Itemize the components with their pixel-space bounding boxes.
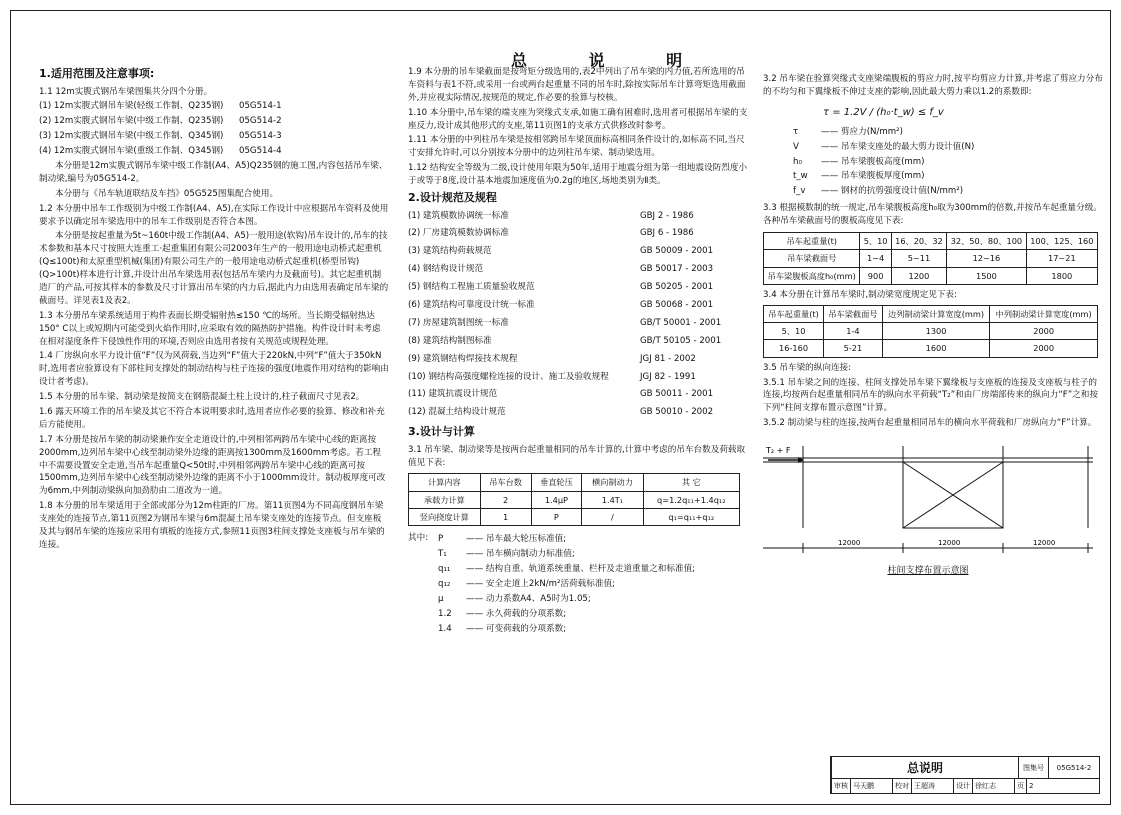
list-item: (5) 钢结构工程施工质量验收规范 GB 50205 - 2001 [408, 282, 714, 293]
table-row: 吊车起重量(t) 5、10 16、20、32 32、50、80、100 100、125、160 [764, 233, 1098, 250]
list-item: (11) 建筑抗震设计规范 GB 50011 - 2001 [408, 389, 714, 400]
page-label: 页 [1015, 779, 1027, 794]
para-3-2: 3.2 吊车梁在验算突缘式支座梁端腹板的剪应力时,按平均剪应力计算,并考虑了剪应力分布的不均匀和下翼缘板不伸过支座的影响,因此最大剪力乘以1.2的系数即: [763, 74, 1103, 97]
standards-list [408, 210, 748, 420]
para-1-8: 1.8 本分册的吊车梁适用于全部或部分为12m柱距的厂房。第11页图4为不同高度钢吊车梁支座处的连接节点,第11页图2为钢吊车梁与6m混凝土吊车梁支座处的连接节点。但支座板及其与钢吊车梁的连接应采用有填板的连接方式,参照11页图3柱间支撑处支座板与吊车梁的连接。 [39, 501, 385, 550]
list-item: (3) 建筑结构荷载规范 GB 50009 - 2001 [408, 246, 714, 257]
bracing-diagram [763, 438, 1093, 577]
list-item: V —— 吊车梁支座处的最大剪力设计值(N) [793, 141, 975, 152]
list-item: (2) 厂房建筑模数协调标准 GBJ 6 - 1986 [408, 228, 694, 239]
para-3-5: 3.5 吊车梁的纵向连接: [763, 362, 852, 373]
column-2 [408, 66, 748, 638]
para: 本分册与《吊车轨道联结及车挡》05G525图集配合使用。 [55, 188, 279, 199]
table-row: 竖向挠度计算 1 P / q₁=q₁₁+q₁₂ [409, 509, 740, 526]
list-item: f_v —— 钢材的抗剪强度设计值(N/mm²) [793, 186, 964, 197]
dimension-label: 12000 [838, 539, 861, 548]
atlas-number: 05G514-2 [1056, 764, 1092, 772]
para-3-3: 3.3 根据模数制的统一规定,吊车梁腹板高度h₀取为300mm的倍数,并按吊车起重量分级。各种吊车梁截面号的腹板高度见下表: [763, 203, 1102, 227]
para-3-1: 3.1 吊车梁、制动梁等是按两台起重量相同的吊车计算的,计算中考虑的吊车台数及荷载取值见下表: [408, 444, 746, 468]
para-1-11: 1.11 本分册的中列柱吊车梁是按相邻跨吊车梁顶面标高相同条件设计的,如标高不同,当尺寸安排允许时,可以分别按本分册中的边列柱吊车梁、制动梁选用。 [408, 135, 745, 159]
list-item: q₁₁ —— 结构自重、轨道系统重量、栏杆及走道重量之和标准值; [438, 564, 696, 575]
list-item: μ —— 动力系数A4、A5时为1.05; [438, 593, 591, 604]
formula-defs [763, 126, 1103, 198]
page-number: 2 [1029, 782, 1034, 790]
section-2-heading: 2.设计规范及规程 [408, 191, 497, 205]
drawing-sheet [10, 10, 1111, 805]
para-1-10: 1.10 本分册中,吊车梁的端支座为突缘式支承,如施工确有困难时,选用者可根据吊车梁的支座反力,设计成其他形式的支座,第11页图1的支承方式供修改时参考。 [408, 107, 748, 131]
list-item: (12) 混凝土结构设计规范 GB 50010 - 2002 [408, 407, 714, 418]
brake-width-table: 吊车起重量(t) 吊车梁截面号 边列制动梁计算宽度(mm) 中列制动梁计算宽度(mm) 5、10 1-4 1300 2000 16-160 5-21 1600 2000 [763, 305, 1098, 358]
list-item: 1.4 —— 可变荷载的分项系数; [438, 623, 567, 634]
para-1-12: 1.12 结构安全等级为二级,设计使用年限为50年,适用于地震分组为第一组地震设防烈度小于或等于8度,设计基本地震加速度值为0.2g的地区,场地类别为Ⅱ类。 [408, 163, 748, 187]
page-title: 总 说 明 [511, 51, 711, 70]
list-item: (2) 12m实腹式钢吊车梁(中级工作制、Q235钢) 05G514-2 [39, 116, 282, 127]
list-item: (1) 建筑模数协调统一标准 GBJ 2 - 1986 [408, 210, 694, 221]
title-block: 总说明 图集号 05G514-2 审核 马天鹏 校对 王超涛 设计 徐红志 页 2 [830, 756, 1100, 794]
para-1-2: 1.2 本分册中吊车工作级别为中级工作制(A4、A5),在实际工作设计中应根据吊车资料及使用要求予以确定吊车梁选用中的吊车工作级别是否符合本图。 [39, 203, 389, 227]
dimension-label: 12000 [1033, 539, 1056, 548]
list-item: t_w —— 吊车梁腹板厚度(mm) [793, 171, 925, 182]
para: 本分册是按起重量为5t~160t中级工作制(A4、A5)一般用途(软钩)吊车设计的,吊车的技术参数和基本尺寸按照大连重工·起重集团有限公司2003年生产的一般用途电动桥式起重机(Q≤100t)和太原重型机械(集团)有限公司生产的一般用途电动桥式起重机(桥型吊钩)(Q>100t)样本进行计算,并设计出吊车梁选用表(包括吊车梁内力及截面号)。其它起重机制造厂的产品,可按其样本的参数及尺寸计算出吊车梁的内力后,据此内力由选用表确定吊车梁的截面号。详见表1及表2。 [39, 231, 389, 306]
bracing-diagram-svg [763, 438, 1093, 558]
para-3-5-1: 3.5.1 吊车梁之间的连接、柱间支撑处吊车梁下翼缘板与支座板的连接及支座板与柱子的连接,均按两台起重量相同吊车的纵向水平荷载“T₂”和由厂房端部传来的纵向力“F”之和按下列“柱间支撑布置示意图”计算。 [763, 377, 1098, 414]
para-1-4: 1.4 厂房纵向水平力设计值“F”仅为风荷载,当边列“F”值大于220kN,中列“F”值大于350kN时,选用者应验算设有下部柱间支撑处的制动结构与柱子连接的强度(地震作用对结构的影响由设计者考虑)。 [39, 351, 389, 388]
diagram-caption: 柱间支撑布置示意图 [887, 566, 969, 577]
load-table: 计算内容 吊车台数 垂直轮压 横向制动力 其 它 承载力计算 2 1.4μP 1.4T₁ q=1.2q₁₁+1.4q₁₂ 竖向挠度计算 1 P / q₁=q₁₁+q₁₂ [408, 473, 740, 526]
para-1-9: 1.9 本分册的吊车梁截面是按弯矩分级选用的,表2中列出了吊车梁的内力值,若所选用的吊车资料与表1不符,或采用一台或两台起重量不同的吊车时,除按实际吊车计算弯矩选用截面外,并应视实际情况,按规范的规定,作必要的验算与校核。 [408, 67, 746, 103]
list-item: q₁₂ —— 安全走道上2kN/m²活荷载标准值; [438, 578, 615, 589]
list-item: (9) 建筑钢结构焊接技术规程 JGJ 81 - 2002 [408, 353, 696, 364]
where-label: 其中: [408, 533, 429, 544]
list-item: h₀ —— 吊车梁腹板高度(mm) [793, 156, 925, 167]
list-item: (4) 12m实腹式钢吊车梁(重级工作制、Q345钢) 05G514-4 [39, 146, 282, 157]
book-list [39, 100, 389, 158]
atlas-label: 图集号 [1019, 757, 1049, 778]
para-3-4: 3.4 本分册在计算吊车梁时,制动梁宽度规定见下表: [763, 289, 957, 300]
list-item: T₁ —— 吊车横向制动力标准值; [438, 549, 575, 560]
load-label: T₂ + F [766, 446, 791, 456]
section-1-heading: 1.适用范围及注意事项: [39, 67, 155, 80]
symbol-list [408, 533, 748, 635]
para-1-3: 1.3 本分册吊车梁系统适用于构件表面长期受辐射热≤150 ℃的场所。当长期受辐射热达150° C以上或短期内可能受到火焰作用时,应采取有效的隔热防护措施。构件设计时未考虑在相对湿度条件下侵蚀性作用的环境,否则应由选用者按有关规范或规程处理。 [39, 310, 381, 347]
para-1-5: 1.5 本分册的吊车梁、制动梁是按简支在钢筋混凝土柱上设计的,柱子截面尺寸见表2。 [39, 392, 365, 403]
list-item: 1.2 —— 永久荷载的分项系数; [438, 608, 567, 619]
table-row: 5、10 1-4 1300 2000 [764, 323, 1098, 340]
list-item: (8) 建筑结构制图标准 GB/T 50105 - 2001 [408, 335, 722, 346]
table-row: 承载力计算 2 1.4μP 1.4T₁ q=1.2q₁₁+1.4q₁₂ [409, 491, 740, 508]
table-row: 16-160 5-21 1600 2000 [764, 340, 1098, 357]
table-row: 吊车梁截面号 1~4 5~11 12~16 17~21 [764, 250, 1098, 267]
list-item: (10) 钢结构高强度螺栓连接的设计、施工及验收规程 JGJ 82 - 1991 [408, 371, 696, 382]
shear-formula: τ = 1.2V / (h₀·t_w) ≤ f_v [823, 106, 944, 118]
list-item: P —— 吊车最大轮压标准值; [438, 534, 567, 545]
list-item: (6) 建筑结构可靠度设计统一标准 GB 50068 - 2001 [408, 299, 714, 310]
section-3-heading: 3.设计与计算 [408, 425, 475, 439]
para-3-5-2: 3.5.2 制动梁与柱的连接,按两台起重量相同吊车的横向水平荷载和厂房纵向力“F”计算。 [763, 418, 1097, 429]
dimension-label: 12000 [938, 539, 961, 548]
list-item: (1) 12m实腹式钢吊车梁(轻级工作制、Q235钢) 05G514-1 [39, 101, 282, 112]
para: 本分册是12m实腹式钢吊车梁中级工作制(A4、A5)Q235钢的施工图,内容包括吊车梁、制动梁,编号为05G514-2。 [39, 160, 388, 184]
table-row: 吊车梁腹板高度h₀(mm) 900 1200 1500 1800 [764, 267, 1098, 284]
para-1-1: 1.1 12m实腹式钢吊车梁图集共分四个分册。 [39, 86, 213, 97]
list-item: τ —— 剪应力(N/mm²) [793, 126, 903, 137]
para-1-7: 1.7 本分册是按吊车梁的制动梁兼作安全走道设计的,中列相邻两跨吊车梁中心线的距离按2000mm,边列吊车梁中心线至制动梁外边缘的距离按1300mm及1600mm考虑。若工程中不需要设置安全走道,当吊车起重量Q<50t时,中列相邻两跨吊车梁中心线的距离可按1500mm,边列吊车梁中心线至制动梁外边缘的距离不小于1000mm设计。制动板厚度可改为6mm,中列制动梁纵向加劲肋由二道改为一道。 [39, 434, 386, 497]
para-1-6: 1.6 露天环境工作的吊车梁及其它不符合本说明要求时,选用者应作必要的验算、修改和补充后方能使用。 [39, 406, 385, 430]
web-height-table [763, 232, 1098, 285]
list-item: (7) 房屋建筑制图统一标准 GB/T 50001 - 2001 [408, 317, 722, 328]
column-3 [763, 73, 1103, 577]
list-item: (3) 12m实腹式钢吊车梁(中级工作制、Q345钢) 05G514-3 [39, 131, 282, 142]
list-item: (4) 钢结构设计规范 GB 50017 - 2003 [408, 264, 714, 275]
column-1 [39, 66, 389, 554]
title-block-name: 总说明 [832, 757, 1019, 778]
